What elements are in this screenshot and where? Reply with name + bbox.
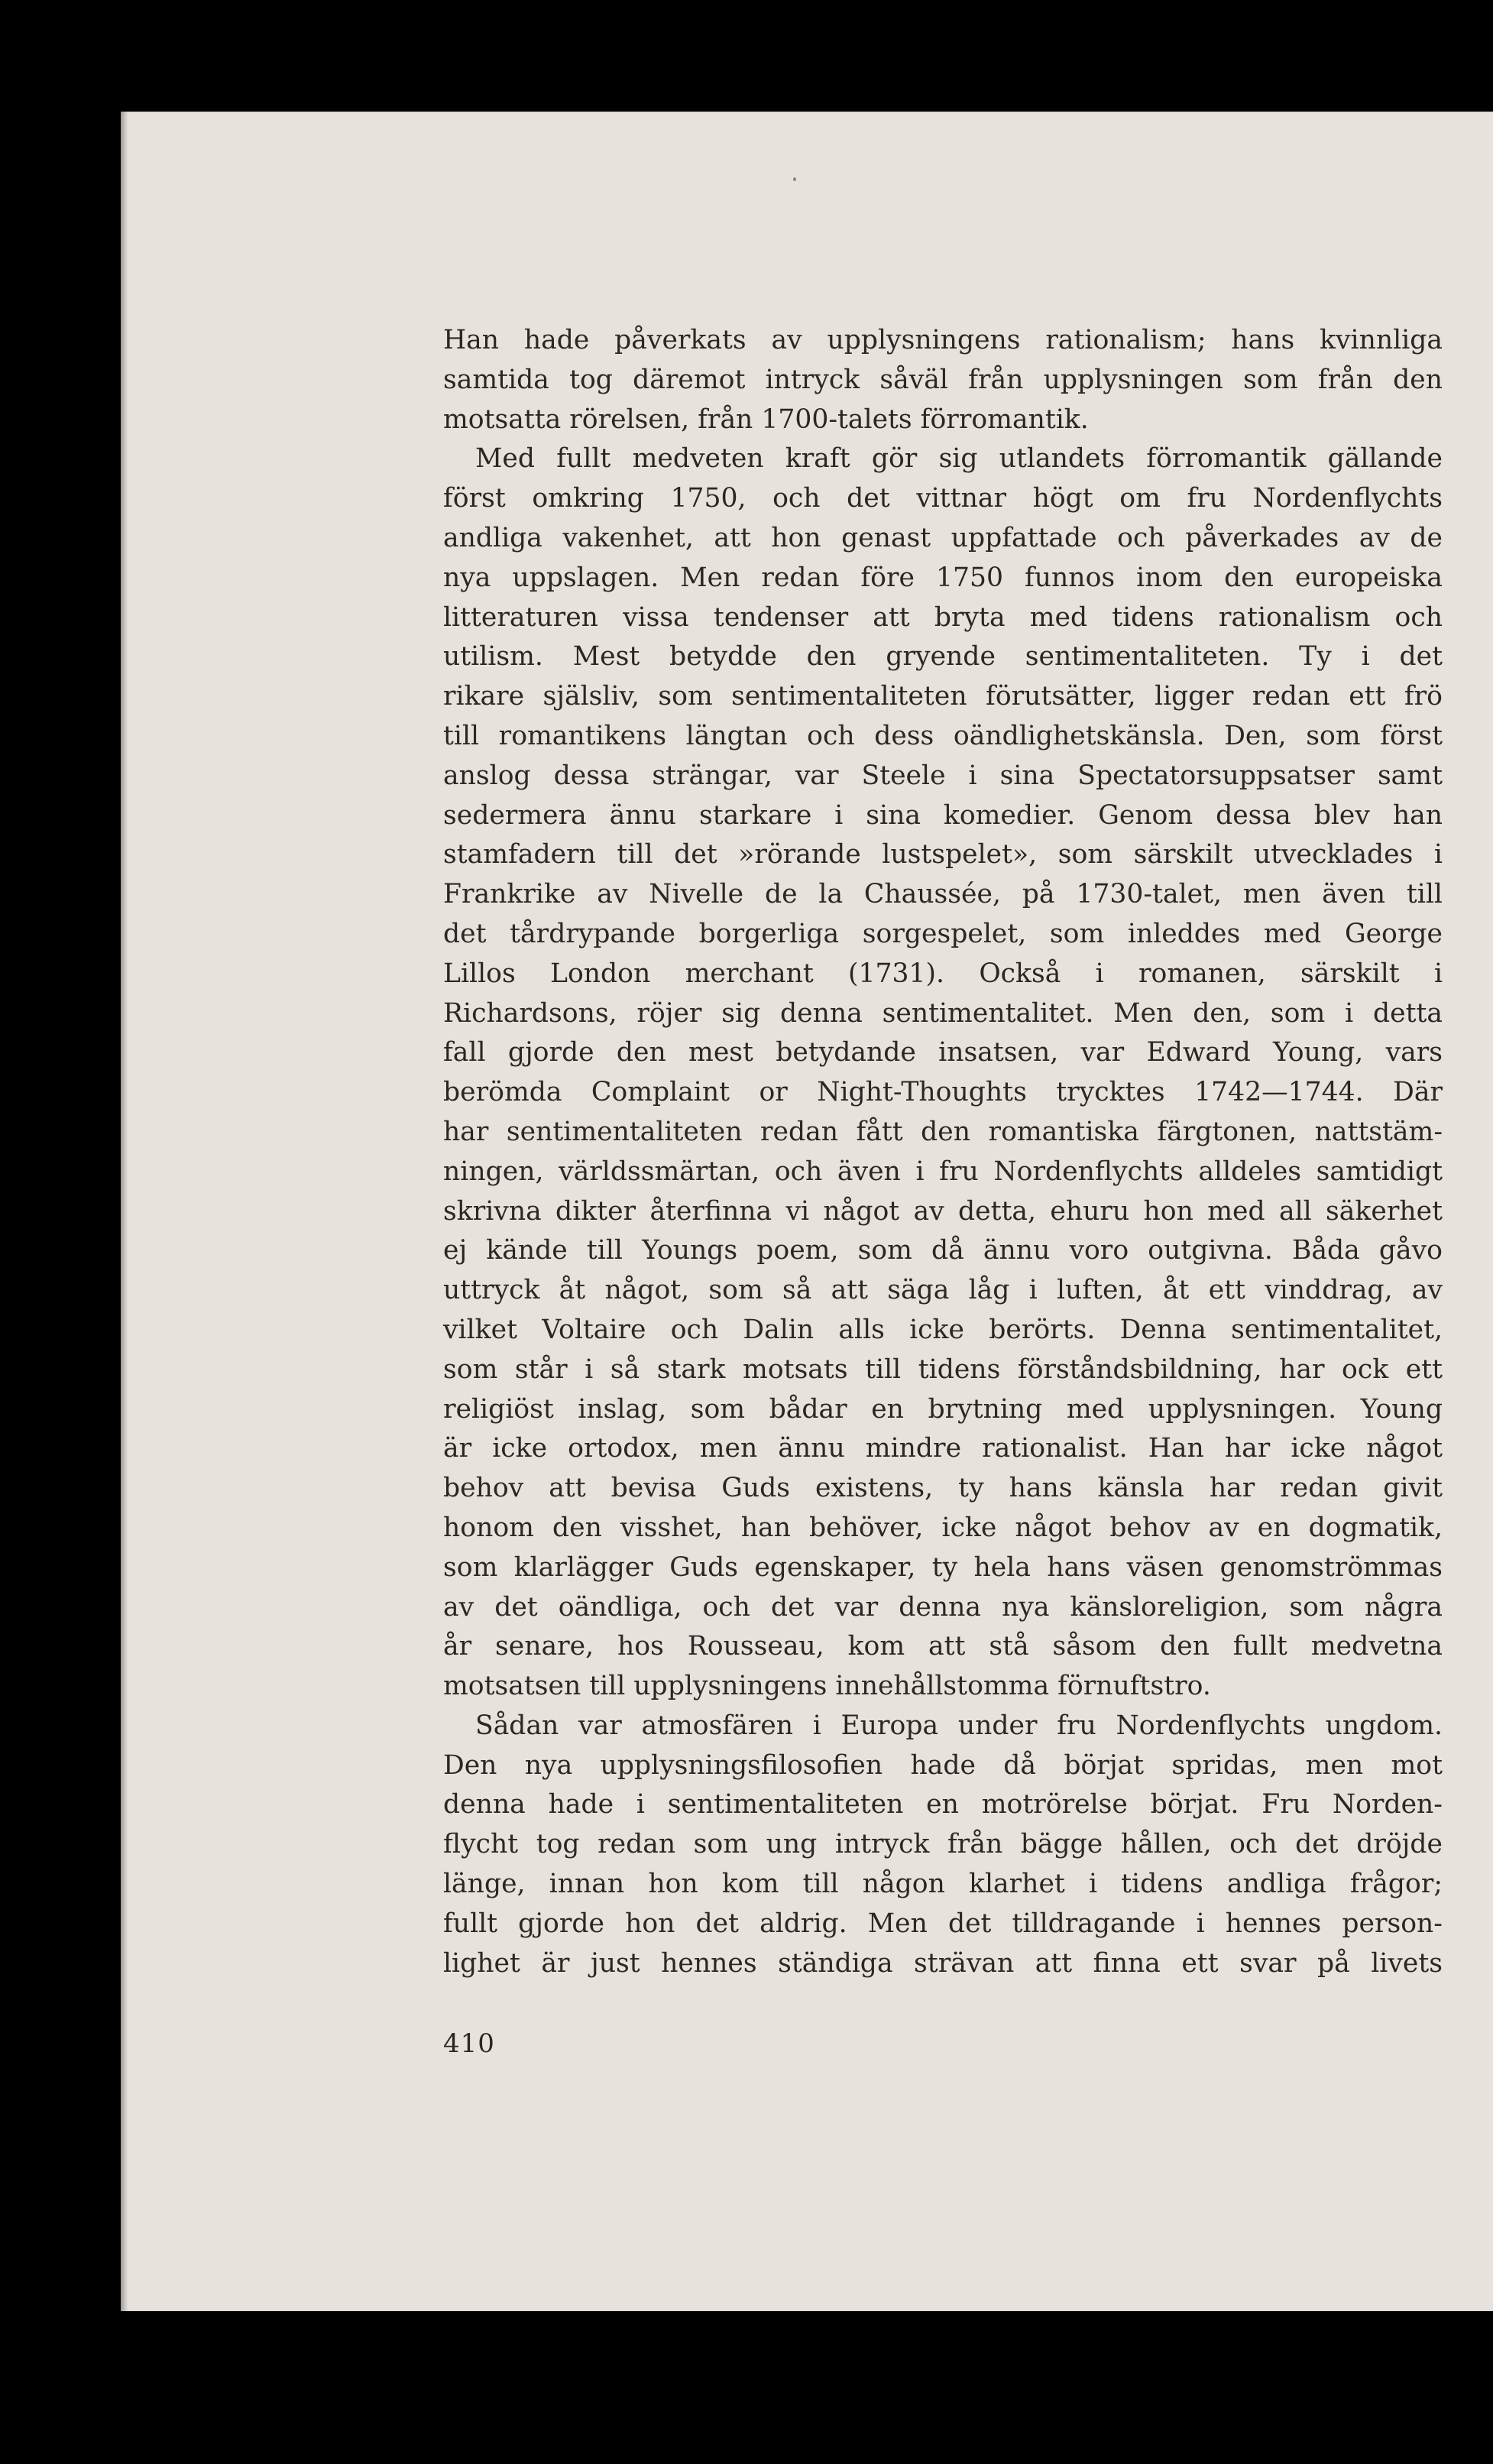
text-line: Han hade påverkats av upplysningens rationalism; hans kvinnliga bbox=[443, 325, 1443, 355]
text-line: samtida tog däremot intryck såväl från upplysningen som från den bbox=[443, 364, 1443, 395]
text-line: år senare, hos Rousseau, kom att stå såsom den fullt medvetna bbox=[443, 1631, 1443, 1662]
text-line: till romantikens längtan och dess oändlighetskänsla. Den, som först bbox=[443, 720, 1443, 751]
text-line: religiöst inslag, som bådar en brytning med upplysningen. Young bbox=[443, 1393, 1443, 1425]
text-line: denna hade i sentimentaliteten en motrörelse börjat. Fru Norden- bbox=[443, 1789, 1443, 1820]
text-line: uttryck åt något, som så att säga låg i luften, åt ett vinddrag, av bbox=[443, 1275, 1443, 1306]
text-line: anslog dessa strängar, var Steele i sina Spectatorsuppsatser samt bbox=[443, 760, 1443, 791]
text-line: lighet är just hennes ständiga strävan att finna ett svar på livets bbox=[443, 1947, 1443, 1979]
text-line: nya uppslagen. Men redan före 1750 funnos inom den europeiska bbox=[443, 562, 1443, 593]
text-line: av det oändliga, och det var denna nya känsloreligion, som några bbox=[443, 1591, 1443, 1623]
text-line: fall gjorde den mest betydande insatsen, var Edward Young, vars bbox=[443, 1037, 1443, 1068]
paper-speck bbox=[793, 177, 796, 181]
text-line: utilism. Mest betydde den gryende sentimentaliteten. Ty i det bbox=[443, 641, 1443, 673]
text-line: berömda Complaint or Night-Thoughts trycktes 1742—1744. Där bbox=[443, 1077, 1443, 1108]
text-line: har sentimentaliteten redan fått den romantiska färgtonen, nattstäm- bbox=[443, 1116, 1443, 1147]
text-line: sedermera ännu starkare i sina komedier. Genom dessa blev han bbox=[443, 799, 1443, 831]
text-line: det tårdrypande borgerliga sorgespelet, som inleddes med George bbox=[443, 918, 1443, 949]
text-line: flycht tog redan som ung intryck från bägge hållen, och det dröjde bbox=[443, 1829, 1443, 1860]
text-line: Frankrike av Nivelle de la Chaussée, på 1730-talet, men även till bbox=[443, 879, 1443, 910]
text-line: litteraturen vissa tendenser att bryta med tidens rationalism och bbox=[443, 601, 1443, 633]
text-line: Den nya upplysningsfilosofien hade då börjat spridas, men mot bbox=[443, 1749, 1443, 1781]
text-line: motsatsen till upplysningens innehållstomma förnuftstro. bbox=[443, 1671, 1211, 1702]
text-line: andliga vakenhet, att hon genast uppfattade och påverkades av de bbox=[443, 522, 1443, 553]
text-line: ej kände till Youngs poem, som då ännu voro outgivna. Båda gåvo bbox=[443, 1235, 1443, 1266]
text-line: som klarlägger Guds egenskaper, ty hela hans väsen genomströmmas bbox=[443, 1551, 1443, 1583]
text-line: Richardsons, röjer sig denna sentimentalitet. Men den, som i detta bbox=[443, 997, 1443, 1029]
page-edge-shadow bbox=[121, 112, 128, 2311]
text-line: som står i så stark motsats till tidens förståndsbildning, har ock ett bbox=[443, 1354, 1443, 1385]
text-line: motsatta rörelsen, från 1700-talets förromantik. bbox=[443, 404, 1089, 435]
text-line: länge, innan hon kom till någon klarhet i tidens andliga frågor; bbox=[443, 1869, 1443, 1900]
text-line: är icke ortodox, men ännu mindre rationalist. Han har icke något bbox=[443, 1433, 1443, 1464]
text-line: vilket Voltaire och Dalin alls icke berörts. Denna sentimentalitet, bbox=[443, 1314, 1443, 1345]
page-number: 410 bbox=[443, 2028, 495, 2059]
text-line: behov att bevisa Guds existens, ty hans känsla har redan givit bbox=[443, 1473, 1443, 1504]
text-line: skrivna dikter återfinna vi något av detta, ehuru hon med all säkerhet bbox=[443, 1195, 1443, 1227]
text-line: först omkring 1750, och det vittnar högt om fru Nordenflychts bbox=[443, 483, 1443, 514]
text-line: Sådan var atmosfären i Europa under fru Nordenflychts ungdom. bbox=[475, 1710, 1443, 1741]
body-text bbox=[443, 321, 1443, 1983]
text-line: ningen, världssmärtan, och även i fru Nordenflychts alldeles samtidigt bbox=[443, 1156, 1443, 1187]
text-line: fullt gjorde hon det aldrig. Men det tilldragande i hennes person- bbox=[443, 1908, 1443, 1939]
text-line: honom den visshet, han behöver, icke något behov av en dogmatik, bbox=[443, 1512, 1443, 1543]
text-line: rikare själsliv, som sentimentaliteten förutsätter, ligger redan ett frö bbox=[443, 681, 1443, 712]
text-line: Med fullt medveten kraft gör sig utlandets förromantik gällande bbox=[475, 443, 1443, 475]
text-line: stamfadern till det »rörande lustspelet», som särskilt utvecklades i bbox=[443, 839, 1443, 871]
text-line: Lillos London merchant (1731). Också i romanen, särskilt i bbox=[443, 958, 1443, 989]
